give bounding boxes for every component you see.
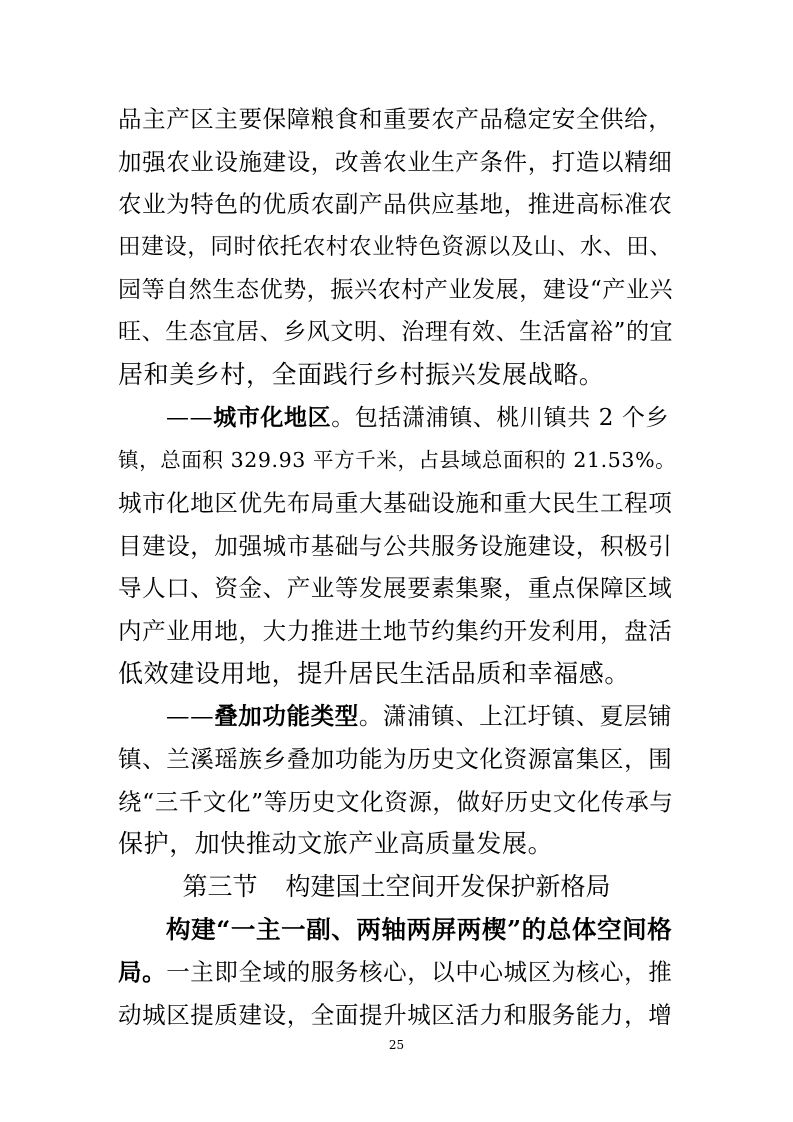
body-text-line: 加强农业设施建设，改善农业生产条件，打造以精细: [118, 148, 673, 176]
body-text-line: 品主产区主要保障粮食和重要农产品稳定安全供给，: [118, 105, 673, 133]
body-text-line: 保护，加快推动文旅产业高质量发展。: [118, 829, 554, 858]
body-text-line: 园等自然生态优势，振兴农村产业发展，建设“产业兴: [118, 277, 674, 303]
body-text-line: 绕“三千文化”等历史文化资源，做好历史文化传承与: [118, 788, 674, 816]
structure-bold-line: 构建“一主一副、两轴两屏两楔”的总体空间格: [166, 915, 673, 944]
structure-bold-lead: 局。: [118, 958, 167, 986]
body-text-line: 导人口、资金、产业等发展要素集聚，重点保障区域: [118, 574, 673, 602]
section-title: 构建国土空间开发保护新格局: [285, 872, 611, 901]
body-text-line: 城市化地区优先布局重大基础设施和重大民生工程项: [118, 489, 673, 517]
body-text-line: 居和美乡村，全面践行乡村振兴发展战略。: [118, 360, 605, 389]
overlay-type-first-line: [166, 701, 678, 731]
urban-area-label: 城市化地区: [213, 404, 332, 431]
body-text-line: 目建设，加强城市基础与公共服务设施建设，积极引: [118, 532, 673, 560]
body-text-line: 低效建设用地，提升居民生活品质和幸福感。: [118, 659, 631, 688]
body-text: 。包括潇浦镇、桃川镇共 2 个乡: [331, 405, 670, 431]
body-text-line: 田建设，同时依托农村农业特色资源以及山、水、田、: [118, 234, 673, 260]
structure-second-line: [118, 957, 678, 987]
section-number: 第三节: [182, 872, 258, 901]
section-heading: [0, 872, 793, 902]
urban-area-first-line: [166, 403, 678, 433]
body-text: 一主即全域的服务核心，以中心城区为核心，推: [166, 958, 673, 986]
body-text-line: 旺、生态宜居、乡风文明、治理有效、生活富裕”的宜: [118, 319, 674, 345]
body-text: 。潇浦镇、上江圩镇、夏层铺: [358, 702, 673, 730]
em-dash: ——: [166, 702, 215, 730]
body-text-line: 动城区提质建设，全面提升城区活力和服务能力，增: [118, 1001, 673, 1029]
body-text-line: 农业为特色的优质农副产品供应基地，推进高标准农: [118, 190, 673, 218]
page-number: 25: [388, 1038, 405, 1052]
overlay-type-label: 叠加功能类型: [214, 702, 359, 730]
body-text-line: 镇、兰溪瑶族乡叠加功能为历史文化资源富集区，围: [118, 745, 673, 773]
body-text-line: 内产业用地，大力推进土地节约集约开发利用，盘活: [118, 617, 673, 645]
em-dash: ——: [166, 405, 214, 431]
body-text-line: 镇，总面积 329.93 平方千米，占县域总面积的 21.53%。: [118, 448, 677, 472]
